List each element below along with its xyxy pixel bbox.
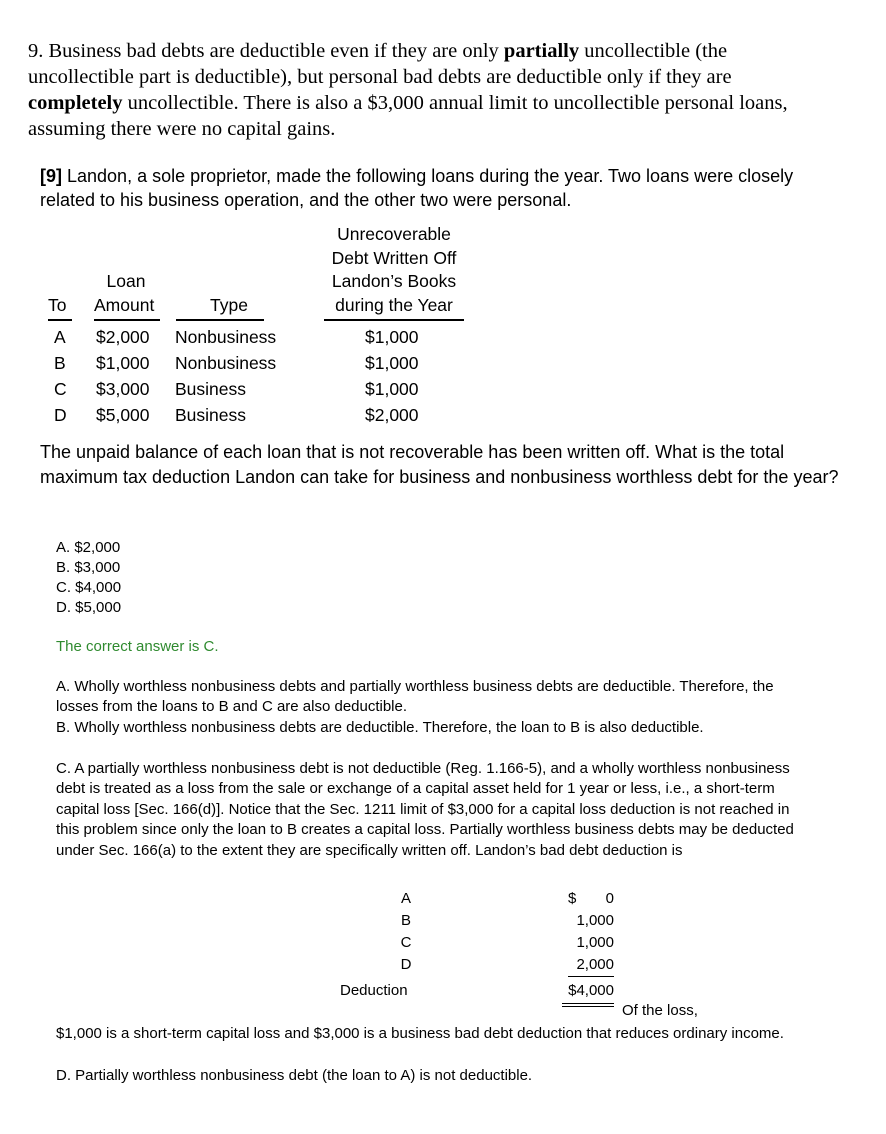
explanation-b: B. Wholly worthless nonbusiness debts are deductible. Therefore, the loan to B is also deductible. — [56, 719, 704, 736]
explanation-a: A. Wholly worthless nonbusiness debts and partially worthless business debts are deductible. Therefore, the losses from the loans to B and C are also deductible. — [56, 678, 774, 716]
question-intro: Landon, a sole proprietor, made the following loans during the year. Two loans were closely related to his business operation, and the other two were personal. — [40, 166, 794, 210]
deduction-row-value: 0 — [605, 890, 614, 907]
question-stem — [40, 164, 840, 212]
table-row-written-off: $1,000 — [365, 327, 419, 347]
header-unrecoverable-4: during the Year — [335, 295, 453, 315]
table-row-amount: $1,000 — [96, 353, 150, 373]
deduction-total-rule-1 — [562, 1003, 614, 1004]
choice-a: A. $2,000 — [56, 539, 121, 556]
table-row-type: Business — [175, 405, 247, 425]
note-bold-completely: completely — [28, 92, 123, 114]
question-number: [9] — [40, 166, 62, 186]
answer-choices — [56, 538, 121, 618]
deduction-total-value: $4,000 — [568, 982, 614, 999]
table-row-to: A — [54, 327, 66, 347]
note-bold-partially: partially — [503, 40, 580, 62]
choice-b: B. $3,000 — [56, 559, 121, 576]
header-rule-unrecoverable — [324, 319, 464, 321]
note-paragraph — [28, 38, 828, 142]
note-text-1: 9. Business bad debts are deductible even if they are only — [28, 40, 504, 62]
table-row-amount: $3,000 — [96, 379, 150, 399]
deduction-total-rule-2 — [562, 1006, 614, 1007]
deduction-row-value: 1,000 — [576, 912, 614, 929]
deduction-row-label: C — [400, 934, 412, 951]
table-row-written-off: $2,000 — [365, 405, 419, 425]
header-loan: Loan — [106, 271, 146, 291]
header-amount: Amount — [94, 295, 155, 315]
deduction-subtotal-rule — [568, 976, 614, 977]
table-row-type: Business — [175, 379, 247, 399]
question-followup: The unpaid balance of each loan that is not recoverable has been written off. What is the total maximum tax deduction Landon can take for business and nonbusiness worthless debt for the year? — [40, 442, 839, 487]
correct-answer-text: The correct answer is C. — [56, 638, 219, 655]
table-row-type: Nonbusiness — [175, 353, 277, 373]
deduction-row-label: A — [400, 890, 411, 907]
header-unrecoverable-3: Landon’s Books — [331, 271, 457, 291]
table-row-to: D — [54, 405, 67, 425]
header-to: To — [48, 295, 67, 315]
table-row-type: Nonbusiness — [175, 327, 277, 347]
deduction-total-label: Deduction — [340, 982, 408, 999]
explanation-c: C. A partially worthless nonbusiness debt is not deductible (Reg. 1.166-5), and a wholly worthless nonbusiness debt is treated as a loss from the sale or exchange of a capital asset held for 1 year or less, i.e., a short-term capital loss [Sec. 166(d)]. Notice that the Sec. 1211 limit of $3,000 for a capital loss deduction is not reached in this problem since only the loan to B creates a capital loss. Partially worthless business debts may be deducted under Sec. 166(a) to the extent they are specifically written off. Landon’s bad debt deduction is — [56, 760, 794, 859]
deduction-row-label: B — [400, 912, 411, 929]
choice-c: C. $4,000 — [56, 579, 122, 596]
header-rule-amount — [94, 319, 160, 321]
table-row-to: C — [54, 379, 67, 399]
header-unrecoverable-1: Unrecoverable — [337, 224, 451, 244]
table-row-written-off: $1,000 — [365, 379, 419, 399]
header-rule-type — [176, 319, 264, 321]
header-rule-to — [48, 319, 72, 321]
table-row-written-off: $1,000 — [365, 353, 419, 373]
deduction-row-value: 2,000 — [576, 956, 614, 973]
table-row-amount: $2,000 — [96, 327, 150, 347]
header-type: Type — [210, 295, 248, 315]
explanation-d: D. Partially worthless nonbusiness debt (the loan to A) is not deductible. — [56, 1067, 533, 1084]
choice-d: D. $5,000 — [56, 599, 122, 616]
deduction-row-value: 1,000 — [576, 934, 614, 951]
note-text-2: uncollectible (the uncollectible part is deductible), but personal bad debts are deductible only if they are — [28, 40, 732, 88]
table-row-to: B — [54, 353, 66, 373]
table-row-amount: $5,000 — [96, 405, 150, 425]
header-unrecoverable-2: Debt Written Off — [331, 248, 457, 268]
deduction-row-label: D — [400, 956, 412, 973]
explanation-c-tail: $1,000 is a short-term capital loss and $3,000 is a business bad debt deduction that reduces ordinary income. — [56, 1025, 784, 1042]
of-the-loss-text: Of the loss, — [622, 1002, 698, 1019]
deduction-currency: $ — [568, 890, 577, 907]
note-text-3: uncollectible. There is also a $3,000 annual limit to uncollectible personal loans, assuming there were no capital gains. — [28, 92, 788, 140]
